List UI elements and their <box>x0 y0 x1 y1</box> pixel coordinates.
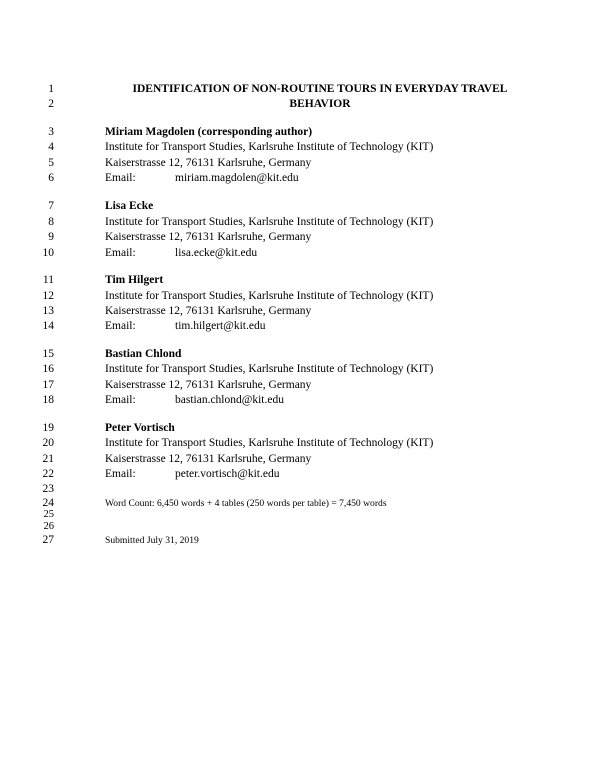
author-name: Miriam Magdolen (corresponding author) <box>105 126 313 138</box>
author-email-row <box>105 246 258 260</box>
author-affiliation: Institute for Transport Studies, Karlsruhe Institute of Technology (KIT) <box>105 141 434 153</box>
email-link[interactable]: tim.hilgert@kit.edu <box>175 320 266 332</box>
line-number: 11 <box>42 274 54 286</box>
submitted-date: Submitted July 31, 2019 <box>105 535 199 546</box>
author-address: Kaiserstrasse 12, 76131 Karlsruhe, Germany <box>105 379 312 391</box>
line-number: 20 <box>42 437 54 449</box>
line-number: 26 <box>43 521 54 532</box>
author-email-row <box>105 393 284 407</box>
email-link[interactable]: miriam.magdolen@kit.edu <box>175 172 299 184</box>
email-link[interactable]: bastian.chlond@kit.edu <box>175 394 284 406</box>
line-number: 21 <box>42 453 54 465</box>
author-name: Tim Hilgert <box>105 274 164 286</box>
line-number: 17 <box>42 379 54 391</box>
word-count: Word Count: 6,450 words + 4 tables (250 words per table) = 7,450 words <box>105 498 387 509</box>
line-number: 7 <box>48 200 54 212</box>
paper-title-line-1: IDENTIFICATION OF NON-ROUTINE TOURS IN EVERYDAY TRAVEL <box>132 83 508 95</box>
email-label: Email: <box>105 247 136 259</box>
line-number: 18 <box>42 394 54 406</box>
line-number: 22 <box>42 468 54 480</box>
line-number: 4 <box>48 141 54 153</box>
email-label: Email: <box>105 468 136 480</box>
line-number: 3 <box>48 126 54 138</box>
email-label: Email: <box>105 320 136 332</box>
author-address: Kaiserstrasse 12, 76131 Karlsruhe, Germany <box>105 157 312 169</box>
line-number: 15 <box>42 348 54 360</box>
author-email-row <box>105 467 280 481</box>
author-affiliation: Institute for Transport Studies, Karlsruhe Institute of Technology (KIT) <box>105 363 434 375</box>
email-label: Email: <box>105 394 136 406</box>
email-link[interactable]: peter.vortisch@kit.edu <box>175 468 280 480</box>
author-affiliation: Institute for Transport Studies, Karlsruhe Institute of Technology (KIT) <box>105 437 434 449</box>
line-number: 5 <box>48 157 54 169</box>
author-address: Kaiserstrasse 12, 76131 Karlsruhe, Germany <box>105 453 312 465</box>
email-label: Email: <box>105 172 136 184</box>
author-address: Kaiserstrasse 12, 76131 Karlsruhe, Germany <box>105 305 312 317</box>
line-number: 24 <box>42 497 54 509</box>
line-number: 8 <box>48 216 54 228</box>
line-number: 10 <box>42 247 54 259</box>
author-name: Peter Vortisch <box>105 422 175 434</box>
line-number: 12 <box>42 290 54 302</box>
line-number: 13 <box>42 305 54 317</box>
line-number: 2 <box>48 98 54 110</box>
author-email-row <box>105 171 299 185</box>
line-number: 27 <box>42 534 54 546</box>
line-number: 19 <box>42 422 54 434</box>
author-affiliation: Institute for Transport Studies, Karlsruhe Institute of Technology (KIT) <box>105 216 434 228</box>
author-name: Lisa Ecke <box>105 200 154 212</box>
paper-title-line-2: BEHAVIOR <box>289 98 351 110</box>
author-email-row <box>105 319 266 333</box>
author-affiliation: Institute for Transport Studies, Karlsruhe Institute of Technology (KIT) <box>105 290 434 302</box>
author-address: Kaiserstrasse 12, 76131 Karlsruhe, Germany <box>105 231 312 243</box>
line-number: 16 <box>42 363 54 375</box>
line-number: 25 <box>43 509 54 520</box>
line-number: 9 <box>48 231 54 243</box>
line-number: 14 <box>42 320 54 332</box>
author-name: Bastian Chlond <box>105 348 182 360</box>
line-number: 6 <box>48 172 54 184</box>
email-link[interactable]: lisa.ecke@kit.edu <box>175 247 258 259</box>
line-number: 1 <box>48 83 54 95</box>
line-number: 23 <box>42 483 54 495</box>
